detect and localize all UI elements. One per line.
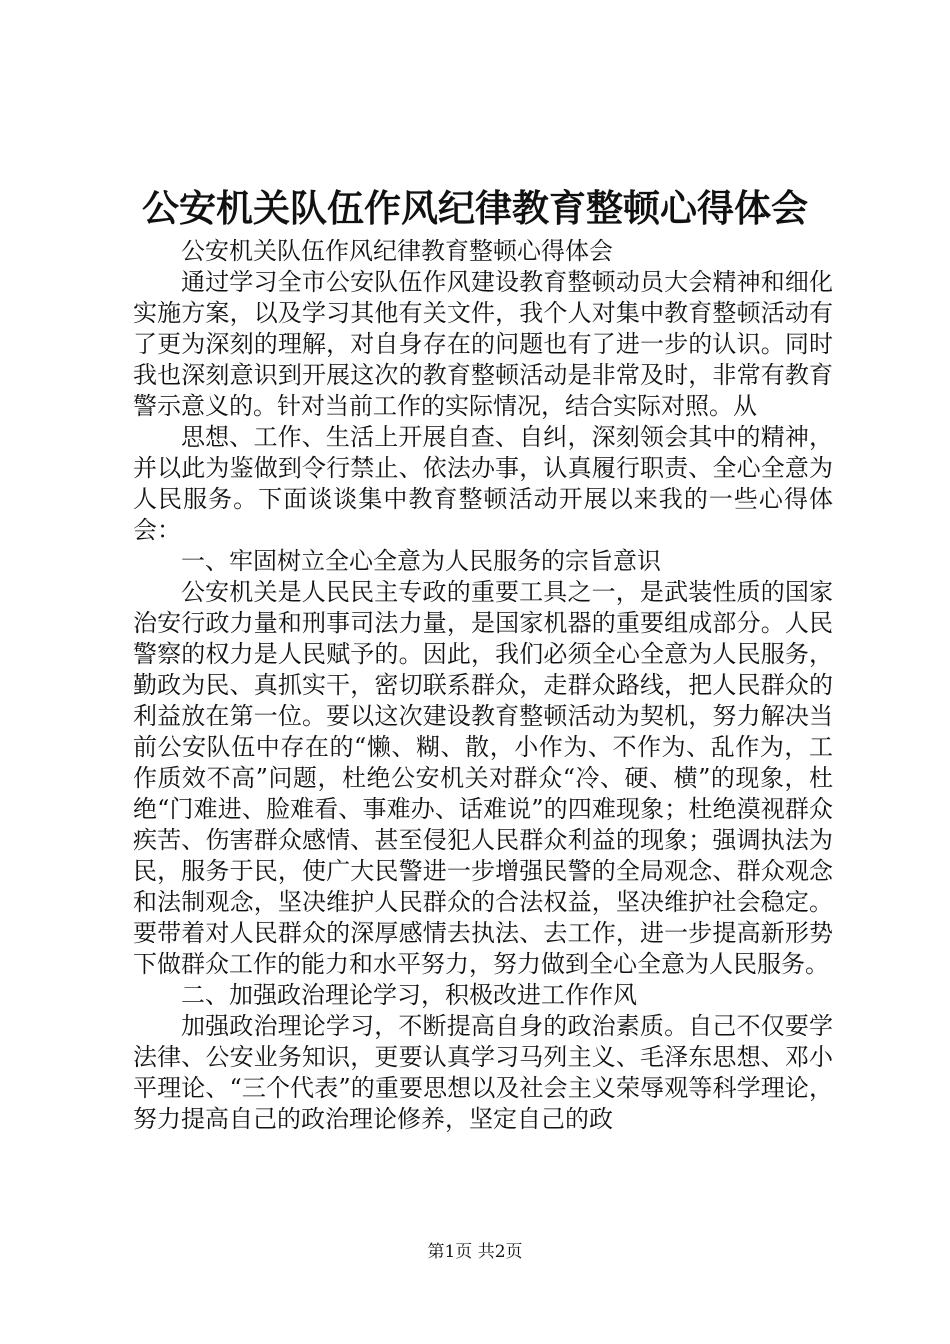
paragraph: 通过学习全市公安队伍作风建设教育整顿动员大会精神和细化实施方案，以及学习其他有关文件，我个人对集中教育整顿活动有了更为深刻的理解，对自身存在的问题也有了进一步的认识。同时我也深刻意识到开展这次的教育整顿活动是非常及时，非常有教育警示意义的。针对当前工作的实际情况，结合实际对照。从 <box>133 268 833 420</box>
paragraph-subtitle: 公安机关队伍作风纪律教育整顿心得体会 <box>181 237 613 265</box>
document-body <box>133 236 833 1135</box>
page-footer: 第1页 共2页 <box>427 1242 523 1262</box>
paragraph: 思想、工作、生活上开展自查、自纠，深刻领会其中的精神，并以此为鉴做到令行禁止、依法办事，认真履行职责、全心全意为人民服务。下面谈谈集中教育整顿活动开展以来我的一些心得体会： <box>133 423 833 544</box>
section-heading: 一、牢固树立全心全意为人民服务的宗旨意识 <box>181 547 661 575</box>
paragraph: 公安机关是人民民主专政的重要工具之一，是武装性质的国家治安行政力量和刑事司法力量，是国家机器的重要组成部分。人民警察的权力是人民赋予的。因此，我们必须全心全意为人民服务，勤政为民、真抓实干，密切联系群众，走群众路线，把人民群众的利益放在第一位。要以这次建设教育整顿活动为契机，努力解决当前公安队伍中存在的“懒、糊、散，小作为、不作为、乱作为，工作质效不高”问题，杜绝公安机关对群众“冷、硬、横”的现象，杜绝“门难进、脸难看、事难办、话难说”的四难现象；杜绝漠视群众疾苦、伤害群众感情、甚至侵犯人民群众利益的现象；强调执法为民，服务于民，使广大民警进一步增强民警的全局观念、群众观念和法制观念，坚决维护人民群众的合法权益，坚决维护社会稳定。要带着对人民群众的深厚感情去执法、去工作，进一步提高新形势下做群众工作的能力和水平努力，努力做到全心全意为人民服务。 <box>133 578 833 978</box>
section-heading: 二、加强政治理论学习，积极改进工作作风 <box>181 981 637 1009</box>
document-title: 公安机关队伍作风纪律教育整顿心得体会 <box>142 186 808 230</box>
paragraph: 加强政治理论学习，不断提高自身的政治素质。自己不仅要学法律、公安业务知识，更要认真学习马列主义、毛泽东思想、邓小平理论、“三个代表”的重要思想以及社会主义荣辱观等科学理论，努力提高自己的政治理论修养，坚定自己的政 <box>133 1012 833 1133</box>
